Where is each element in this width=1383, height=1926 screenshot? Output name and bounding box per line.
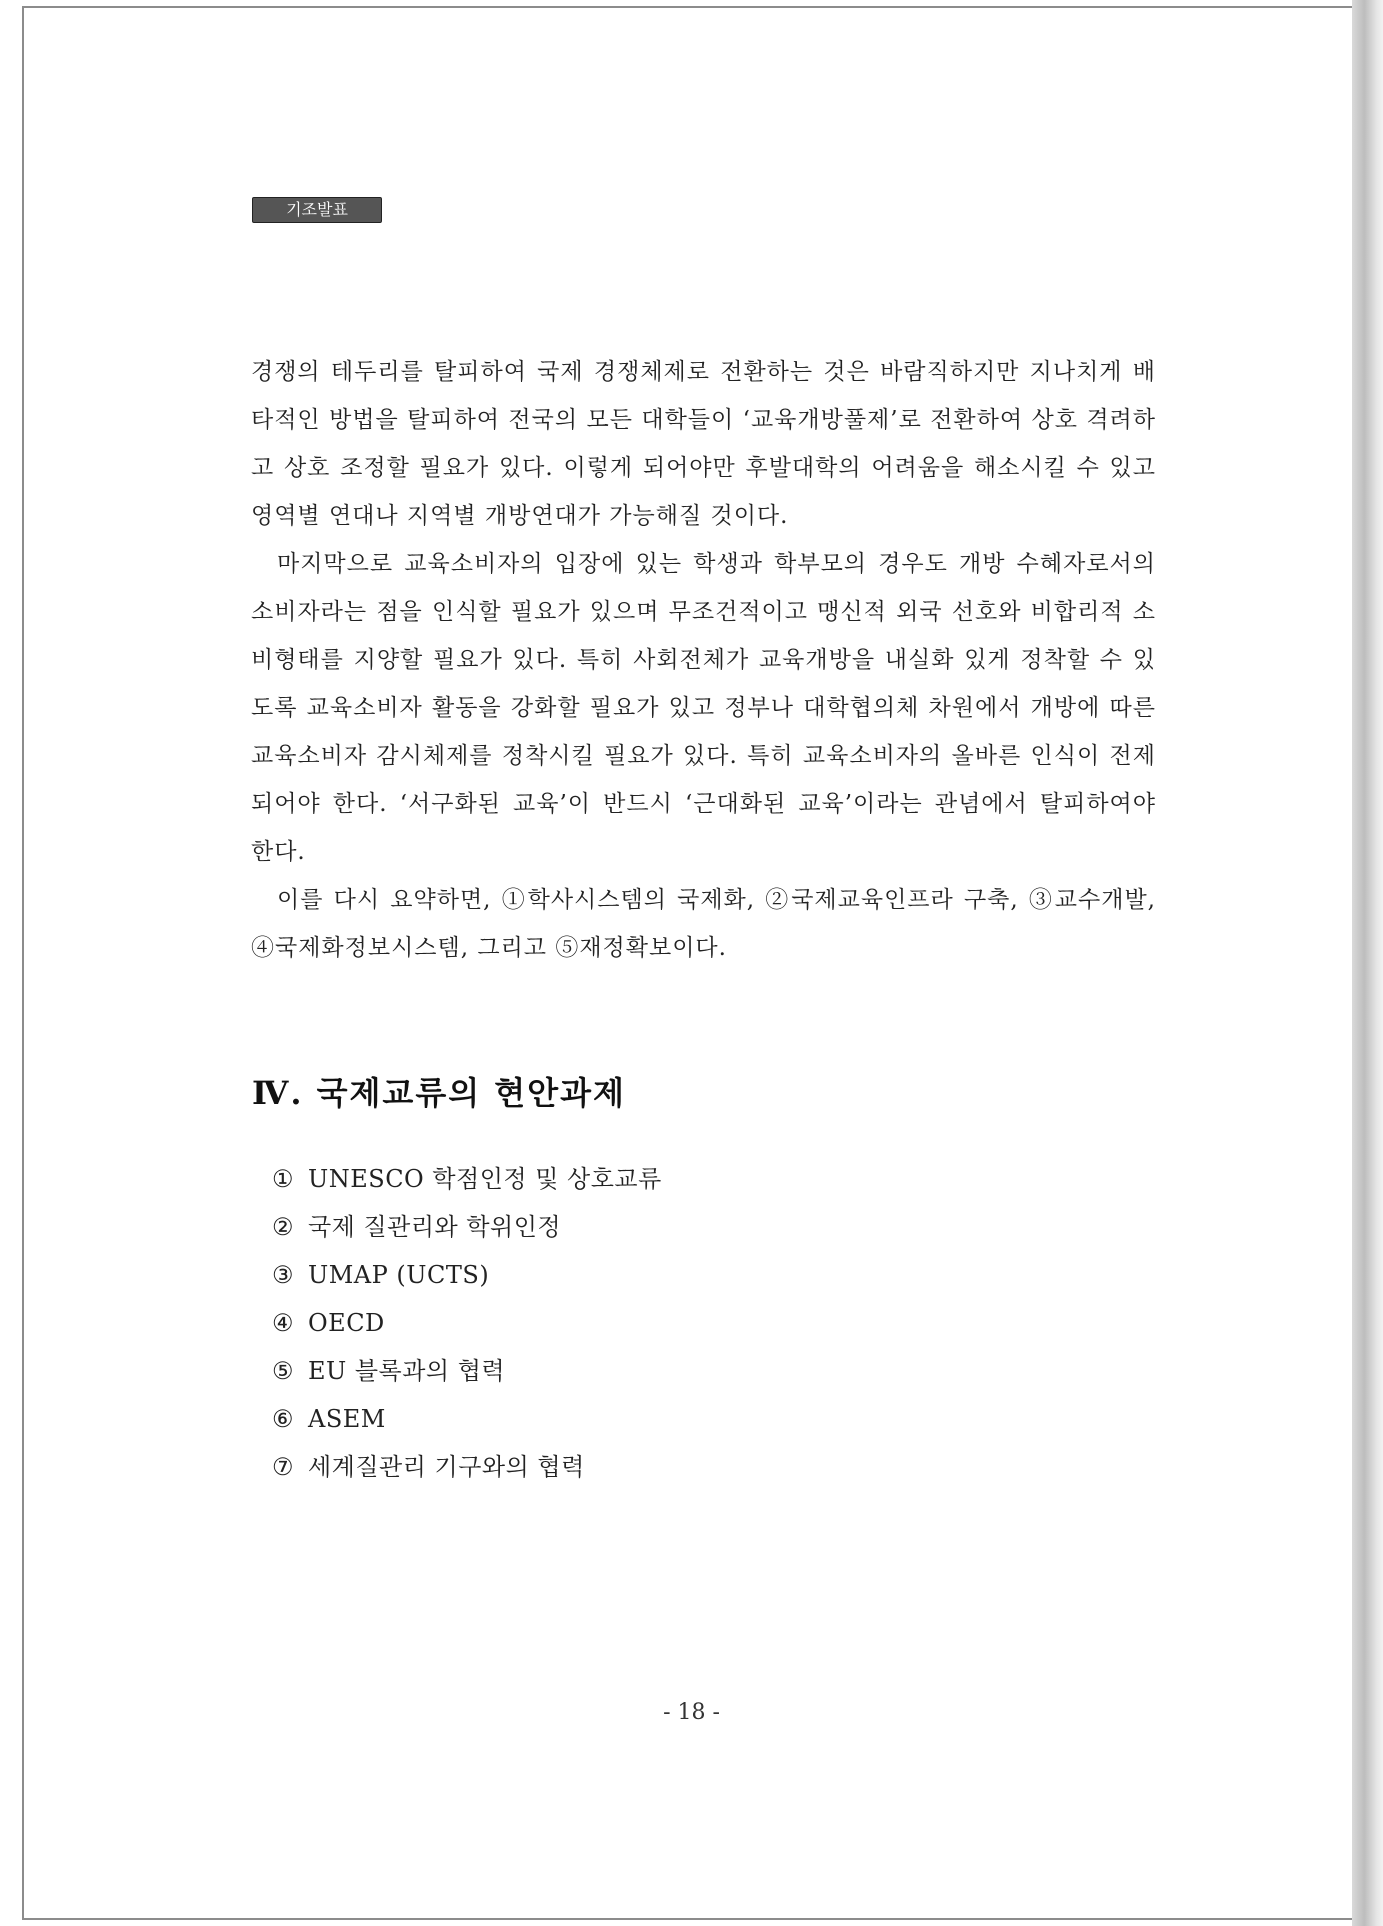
list-item — [272, 1347, 662, 1395]
list-item — [272, 1395, 662, 1443]
section-heading: Ⅳ. 국제교류의 현안과제 — [252, 1074, 626, 1112]
list-item-text: OECD — [308, 1309, 385, 1337]
paragraph-3: 이를 다시 요약하면, ①학사시스템의 국제화, ②국제교육인프라 구축, ③교수개발, ④국제화정보시스템, 그리고 ⑤재정확보이다. — [251, 887, 1156, 961]
list-item-text: ASEM — [308, 1405, 386, 1433]
list-item-number: ④ — [272, 1309, 295, 1337]
list-item-number: ⑦ — [272, 1453, 295, 1481]
list-item-number: ② — [272, 1213, 295, 1241]
list-item-number: ⑤ — [272, 1357, 295, 1385]
page-number: - 18 - — [663, 1700, 720, 1725]
list-item-text: UNESCO 학점인정 및 상호교류 — [308, 1165, 662, 1193]
list-item — [272, 1251, 662, 1299]
list-item-text: 국제 질관리와 학위인정 — [308, 1213, 562, 1241]
paragraph-2: 마지막으로 교육소비자의 입장에 있는 학생과 학부모의 경우도 개방 수혜자로서의 소비자라는 점을 인식할 필요가 있으며 무조건적이고 맹신적 외국 선호와 비합리적 소비형태를 지양할 필요가 있다. 특히 사회전체가 교육개방을 내실화 있게 정착할 수 있도록 교육소비자 활동을 강화할 필요가 있고 정부나 대학협의체 차원에서 개방에 따른 교육소비자 감시체제를 정착시킬 필요가 있다. 특히 교육소비자의 올바른 인식이 전제되어야 한다. ‘서구화된 교육’이 반드시 ‘근대화된 교육’이라는 관념에서 탈피하여야 한다. — [251, 551, 1156, 865]
list-item-number: ③ — [272, 1261, 295, 1289]
list-item-number: ① — [272, 1165, 295, 1193]
section-tag: 기조발표 — [252, 197, 382, 223]
paragraph-1: 경쟁의 테두리를 탈피하여 국제 경쟁체제로 전환하는 것은 바람직하지만 지나치게 배타적인 방법을 탈피하여 전국의 모든 대학들이 ‘교육개방풀제’로 전환하여 상호 격려하고 상호 조정할 필요가 있다. 이렇게 되어야만 후발대학의 어려움을 해소시킬 수 있고 영역별 연대나 지역별 개방연대가 가능해질 것이다. — [251, 359, 1156, 529]
page-edge-shadow — [1352, 0, 1383, 1926]
issue-list — [272, 1155, 662, 1491]
list-item-text: 세계질관리 기구와의 협력 — [308, 1453, 585, 1481]
list-item — [272, 1203, 662, 1251]
list-item — [272, 1155, 662, 1203]
body-text — [251, 348, 1156, 972]
list-item — [272, 1299, 662, 1347]
list-item-text: UMAP (UCTS) — [308, 1261, 490, 1289]
list-item — [272, 1443, 662, 1491]
list-item-text: EU 블록과의 협력 — [308, 1357, 506, 1385]
list-item-number: ⑥ — [272, 1405, 295, 1433]
